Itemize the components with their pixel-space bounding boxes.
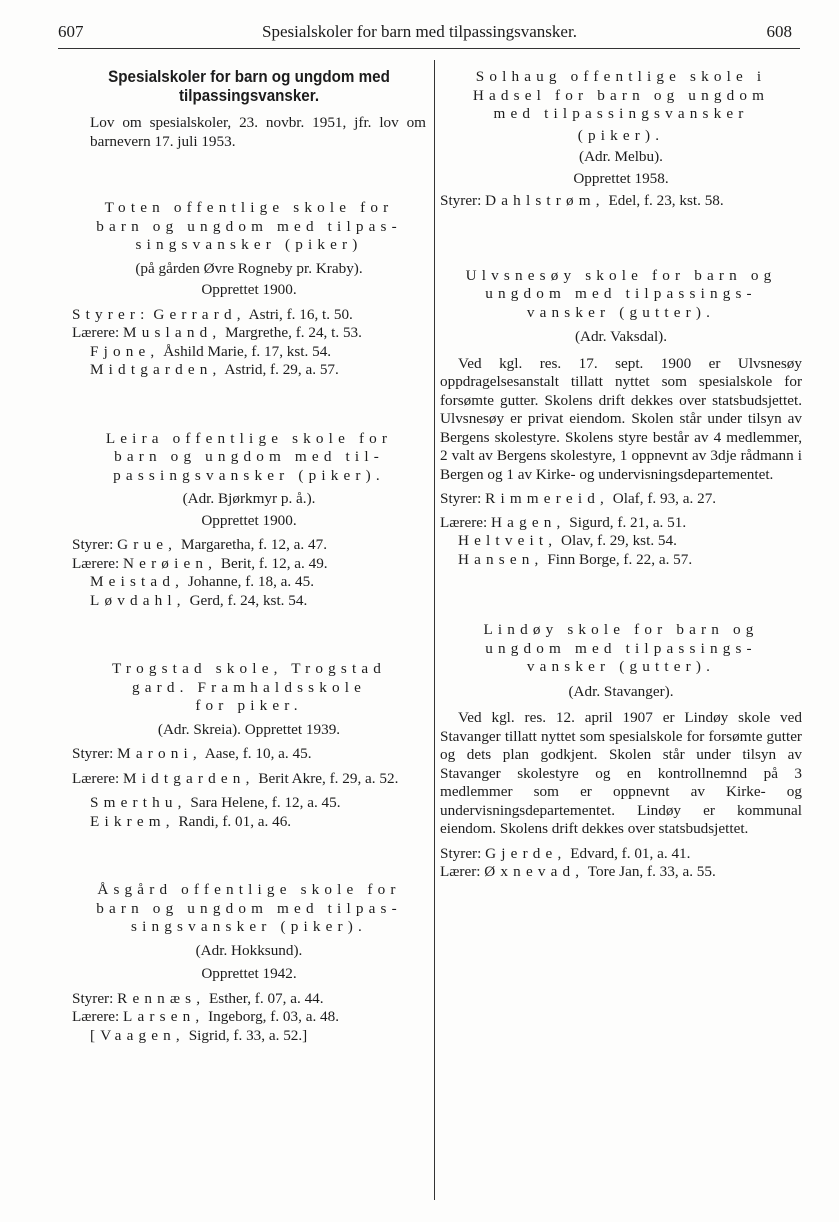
header-rule — [58, 48, 800, 49]
teacher-line: Lærere: Larsen, Ingeborg, f. 03, a. 48. — [72, 1008, 340, 1025]
teacher-line: Midtgarden, Astrid, f. 29, a. 57. — [90, 361, 339, 378]
section-title: (piker). — [577, 126, 665, 144]
section-title: barn og ungdom med tilpas- — [96, 899, 402, 917]
styrer-line: Styrer: Gerrard, Astri, f. 16, t. 50. — [72, 305, 353, 323]
address: (Adr. Hokksund). — [195, 941, 303, 959]
teacher-line: Eikrem, Randi, f. 01, a. 46. — [90, 812, 292, 830]
section-title: for piker. — [195, 697, 303, 714]
law-reference: Lov om spesialskoler, 23. novbr. 1951, jfr. lov om barnevern 17. juli 1953. — [90, 114, 426, 150]
teacher-line: Lærere: Nerøien, Berit, f. 12, a. 49. — [72, 554, 328, 572]
section-leira — [72, 430, 426, 611]
section-solhaug — [440, 68, 802, 211]
section-title: vansker (gutter). — [526, 658, 716, 675]
founded: Opprettet 1900. — [201, 281, 297, 298]
founded: Opprettet 1942. — [201, 965, 297, 982]
body-text: Ved kgl. res. 12. april 1907 er Lindøy skole ved Stavanger tillatt nyttet som spesialskole for forsømte gutter og dets plan godkjent. Skolen står under tilsyn av Stavanger skolestyre og en kontrollnemnd på 3 medlemmer som er oppnevnt av Kirke- og undervisningsdepartementet. Lindøy er kommunal eiendom. Skolens drift dekkes over statsbudsjettet. — [440, 709, 802, 837]
teacher-line: Hansen, Finn Borge, f. 22, a. 57. — [458, 550, 693, 568]
section-title: vansker (gutter). — [526, 303, 716, 321]
section-title: singsvansker (piker) — [135, 236, 363, 253]
section-title: ungdom med tilpassings- — [485, 639, 757, 657]
section-title: med tilpassingsvansker — [493, 105, 749, 122]
styrer-line: Styrer: Dahlstrøm, Edel, f. 23, kst. 58. — [440, 192, 724, 209]
section-trogstad — [72, 660, 426, 831]
teacher-line: Lærer: Øxnevad, Tore Jan, f. 33, a. 55. — [440, 863, 716, 880]
teacher-line: Fjone, Åshild Marie, f. 17, kst. 54. — [90, 342, 332, 360]
section-title: Åsgård offentlige skole for — [97, 881, 401, 898]
styrer-line: Styrer: Rennæs, Esther, f. 07, a. 44. — [72, 989, 324, 1007]
section-title: Hadsel for barn og ungdom — [472, 86, 770, 104]
running-title: Spesialskoler for barn med tilpassingsvansker. — [262, 22, 577, 41]
section-title: Leira offentlige skole for — [105, 429, 393, 447]
teacher-line: Lærere: Hagen, Sigurd, f. 21, a. 51. — [440, 513, 687, 531]
styrer-line: Styrer: Rimmereid, Olaf, f. 93, a. 27. — [440, 490, 717, 507]
address: (Adr. Melbu). — [579, 148, 663, 165]
styrer-line: Styrer: Gjerde, Edvard, f. 01, a. 41. — [440, 844, 691, 862]
founded: Opprettet 1900. — [201, 511, 297, 529]
section-title: barn og ungdom med til- — [114, 448, 384, 465]
page-heading: Spesialskoler for barn og ungdom med tilpassingsvansker. — [108, 68, 390, 105]
teacher-line: Løvdahl, Gerd, f. 24, kst. 54. — [90, 591, 308, 609]
teacher-line: Meistad, Johanne, f. 18, a. 45. — [90, 573, 314, 590]
running-header — [0, 18, 839, 46]
section-title: ungdom med tilpassings- — [485, 285, 757, 302]
right-column — [440, 68, 802, 882]
section-ulvsnesoy — [440, 267, 802, 570]
address: (Adr. Stavanger). — [568, 682, 674, 700]
section-title: singsvansker (piker). — [131, 918, 367, 935]
address: (Adr. Vaksdal). — [574, 328, 668, 345]
body-text: Ved kgl. res. 17. sept. 1900 er Ulvsnesøy oppdragelsesanstalt tillatt nyttet som spesialskole for forsømte gutter. Skolens drift dekkes over statsbudsjettet. Ulvsnesøy er privat eiendom. Skolen står under tilsyn av Bergens skolestyre. Skolens styre består av 4 medlemmer, 2 valt av Bergens skolestyre, 1 oppnevnt av 3dje rådmann i Bergen og 1 av Kirke- og undervisningsdepartementet. — [440, 354, 802, 483]
left-page-number: 607 — [58, 22, 84, 41]
teacher-line: Lærere: Midtgarden, Berit Akre, f. 29, a. 52. — [72, 769, 399, 787]
address: (Adr. Bjørkmyr p. å.). — [182, 490, 316, 507]
address: (Adr. Skreia). Opprettet 1939. — [157, 720, 341, 738]
section-asgard — [72, 881, 426, 1045]
teacher-line: Heltveit, Olav, f. 29, kst. 54. — [458, 532, 677, 549]
section-title: Ulvsnesøy skole for barn og — [465, 266, 777, 284]
styrer-line: Styrer: Grue, Margaretha, f. 12, a. 47. — [72, 536, 327, 553]
section-title: Trogstad skole, Trogstad — [111, 660, 387, 677]
section-toten — [72, 199, 426, 380]
teacher-line: Smerthu, Sara Helene, f. 12, a. 45. — [90, 794, 341, 811]
section-title: gard. Framhaldsskole — [131, 678, 367, 696]
left-column — [72, 68, 426, 1045]
section-title: Solhaug offentlige skole i — [475, 68, 767, 85]
section-title: barn og ungdom med tilpas- — [96, 217, 402, 235]
teacher-line: Lærere: Musland, Margrethe, f. 24, t. 53. — [72, 324, 362, 341]
founded: Opprettet 1958. — [573, 169, 669, 187]
styrer-line: Styrer: Maroni, Aase, f. 10, a. 45. — [72, 745, 312, 762]
right-page-number: 608 — [766, 22, 792, 41]
section-title: Lindøy skole for barn og — [483, 621, 759, 638]
column-divider — [434, 60, 435, 1200]
teacher-line: [Vaagen, Sigrid, f. 33, a. 52.] — [90, 1026, 308, 1044]
section-title: passingsvansker (piker). — [113, 466, 385, 484]
location: (på gården Øvre Rogneby pr. Kraby). — [135, 259, 363, 277]
section-title: Toten offentlige skole for — [104, 199, 394, 216]
section-lindoy — [440, 621, 802, 882]
